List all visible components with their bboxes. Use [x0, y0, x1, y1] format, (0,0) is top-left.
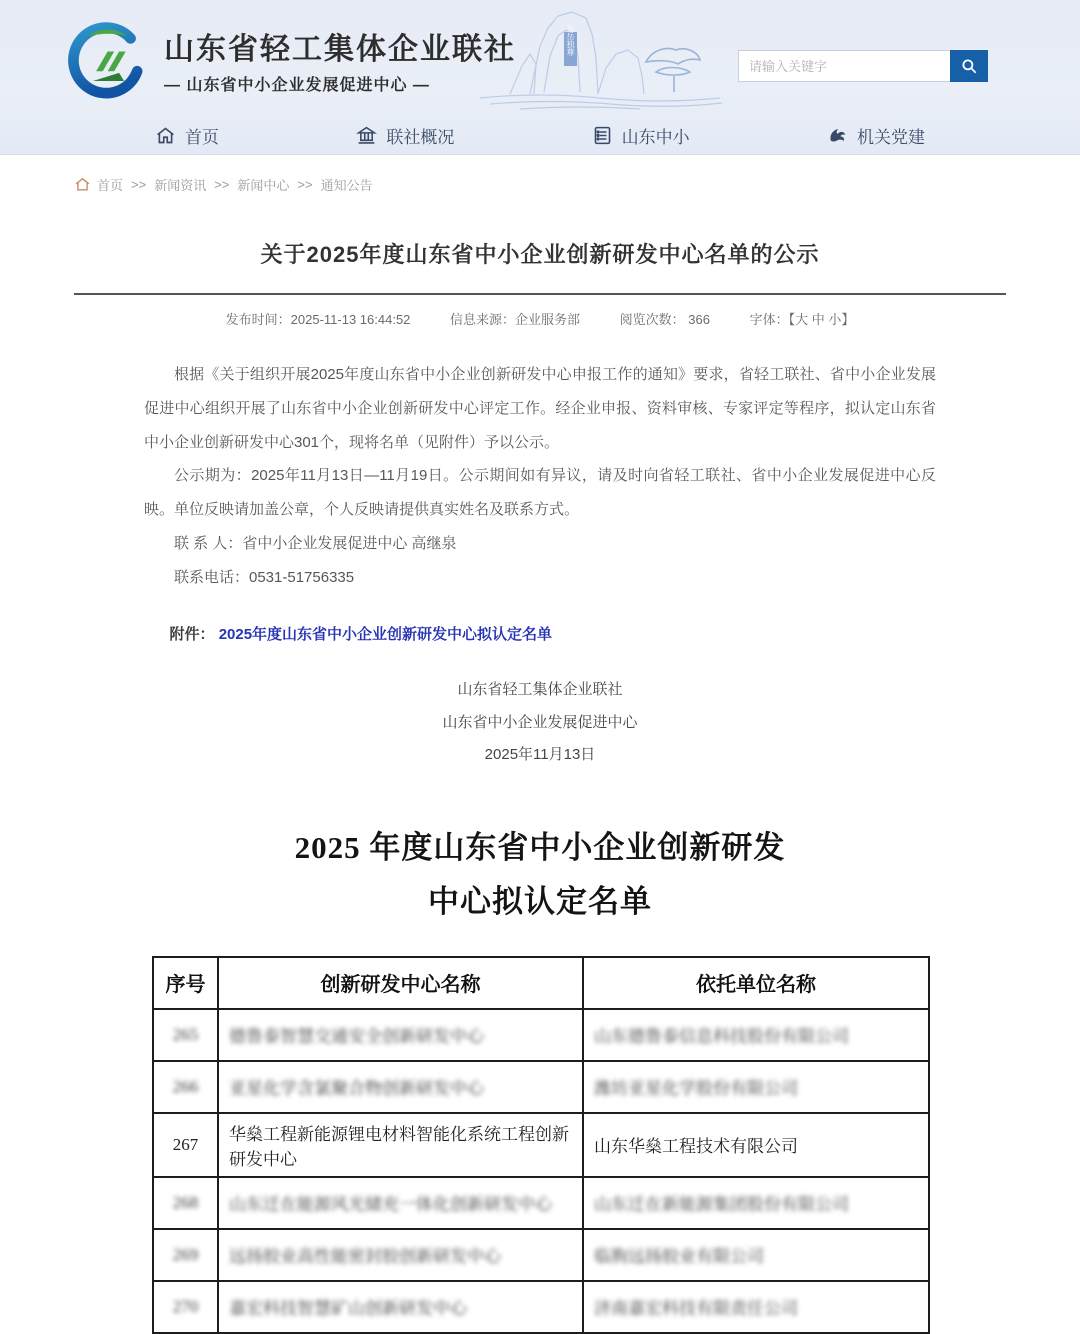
home-icon: [155, 125, 176, 146]
roster-title: 2025 年度山东省中小企业创新研发 中心拟认定名单: [294, 830, 786, 920]
col-header-company-name: 依托单位名称: [583, 957, 929, 1009]
table-header-row: [153, 957, 929, 1009]
main-nav: [0, 123, 1080, 148]
roster-table: [152, 956, 930, 1334]
nav-item-home[interactable]: 首页: [155, 123, 219, 148]
nav-item-overview[interactable]: 联社概况: [356, 123, 454, 148]
attachment-row: [144, 620, 936, 650]
attachment-link[interactable]: 2025年度山东省中小企业创新研发中心拟认定名单: [218, 626, 553, 644]
breadcrumb-item-home[interactable]: 首页: [97, 178, 124, 193]
col-header-no: 序号: [153, 957, 218, 1009]
signature-org-2: 山东省中小企业发展促进中心: [442, 713, 638, 731]
table-row: 266 亚星化学含氯聚合物创新研发中心 潍坊亚星化学股份有限公司: [153, 1061, 929, 1113]
logo-g-icon: [62, 22, 150, 104]
document-icon: [592, 125, 613, 146]
site-subtitle: — 山东省中小企业发展促进中心 —: [164, 76, 430, 94]
search-icon: [960, 57, 978, 75]
table-row-highlighted: 267 华燊工程新能源锂电材料智能化系统工程创新研发中心 山东华燊工程技术有限公司: [153, 1113, 929, 1177]
site-logo[interactable]: [62, 22, 516, 104]
paragraph-intro: 根据《关于组织开展2025年度山东省中小企业创新研发中心申报工作的通知》要求，省轻工联社、省中小企业发展促进中心组织开展了山东省中小企业创新研发中心评定工作。经企业申报、资料审核、专家评定等程序，拟认定山东省中小企业创新研发中心301个，现将名单（见附件）予以公示。: [144, 366, 936, 451]
site-search: [738, 50, 988, 82]
site-title: 山东省轻工集体企业联社: [164, 32, 516, 66]
bank-icon: [356, 125, 377, 146]
signature-org-1: 山东省轻工集体企业联社: [457, 681, 623, 699]
col-header-center-name: 创新研发中心名称: [218, 957, 583, 1009]
view-count: 阅览次数： 366: [619, 312, 710, 327]
table-row: 265 德鲁泰智慧交通安全创新研发中心 山东德鲁泰信息科技股份有限公司: [153, 1009, 929, 1061]
breadcrumb-item-news[interactable]: 新闻资讯: [154, 178, 207, 193]
search-input[interactable]: [738, 50, 950, 82]
mountain-seal-text: 五岳独尊: [566, 24, 575, 56]
party-emblem-icon: [827, 125, 848, 146]
font-size-switcher[interactable]: 字体：【大 中 小】: [749, 312, 855, 327]
breadcrumb-home-icon: [74, 176, 91, 193]
signature-date: 2025年11月13日: [484, 745, 596, 763]
breadcrumb-item-news-center[interactable]: 新闻中心: [237, 178, 290, 193]
search-button[interactable]: [950, 50, 988, 82]
publish-time: 发布时间：2025-11-13 16:44:52: [225, 312, 411, 327]
info-source: 信息来源：企业服务部: [450, 312, 581, 327]
signature-block: [144, 674, 936, 771]
nav-item-party-building[interactable]: 机关党建: [827, 123, 925, 148]
table-row: 268 山东迁在能源风光储充一体化创新研发中心 山东迁在新能源集团股份有限公司: [153, 1177, 929, 1229]
contact-person: 联 系 人：省中小企业发展促进中心 高继泉: [174, 534, 457, 552]
article-title: 关于2025年度山东省中小企业创新研发中心名单的公示: [260, 242, 820, 267]
table-row: 270 嘉宏科技智慧矿山创新研发中心 济南嘉宏科技有限责任公司: [153, 1281, 929, 1333]
table-row: 269 远扬胶业高性能密封胶创新研发中心 临朐远扬胶业有限公司: [153, 1229, 929, 1281]
article-body: [144, 358, 936, 771]
attachment-label: 附件：: [169, 626, 215, 644]
article-meta: [0, 309, 1080, 328]
breadcrumb-item-notices[interactable]: 通知公告: [320, 178, 373, 193]
contact-phone: 联系电话：0531-51756335: [174, 568, 355, 586]
paragraph-publicity-period: 公示期为：2025年11月13日—11月19日。公示期间如有异议，请及时向省轻工联社、省中小企业发展促进中心反映。单位反映请加盖公章，个人反映请提供真实姓名及联系方式。: [144, 467, 936, 518]
mountain-sketch-decoration: [470, 6, 730, 110]
breadcrumb: 首页 >> 新闻资讯 >> 新闻中心 >> 通知公告: [74, 175, 1080, 194]
nav-item-shandong-sme[interactable]: 山东中小: [592, 123, 690, 148]
site-header: [0, 0, 1080, 155]
title-divider: [74, 293, 1006, 295]
